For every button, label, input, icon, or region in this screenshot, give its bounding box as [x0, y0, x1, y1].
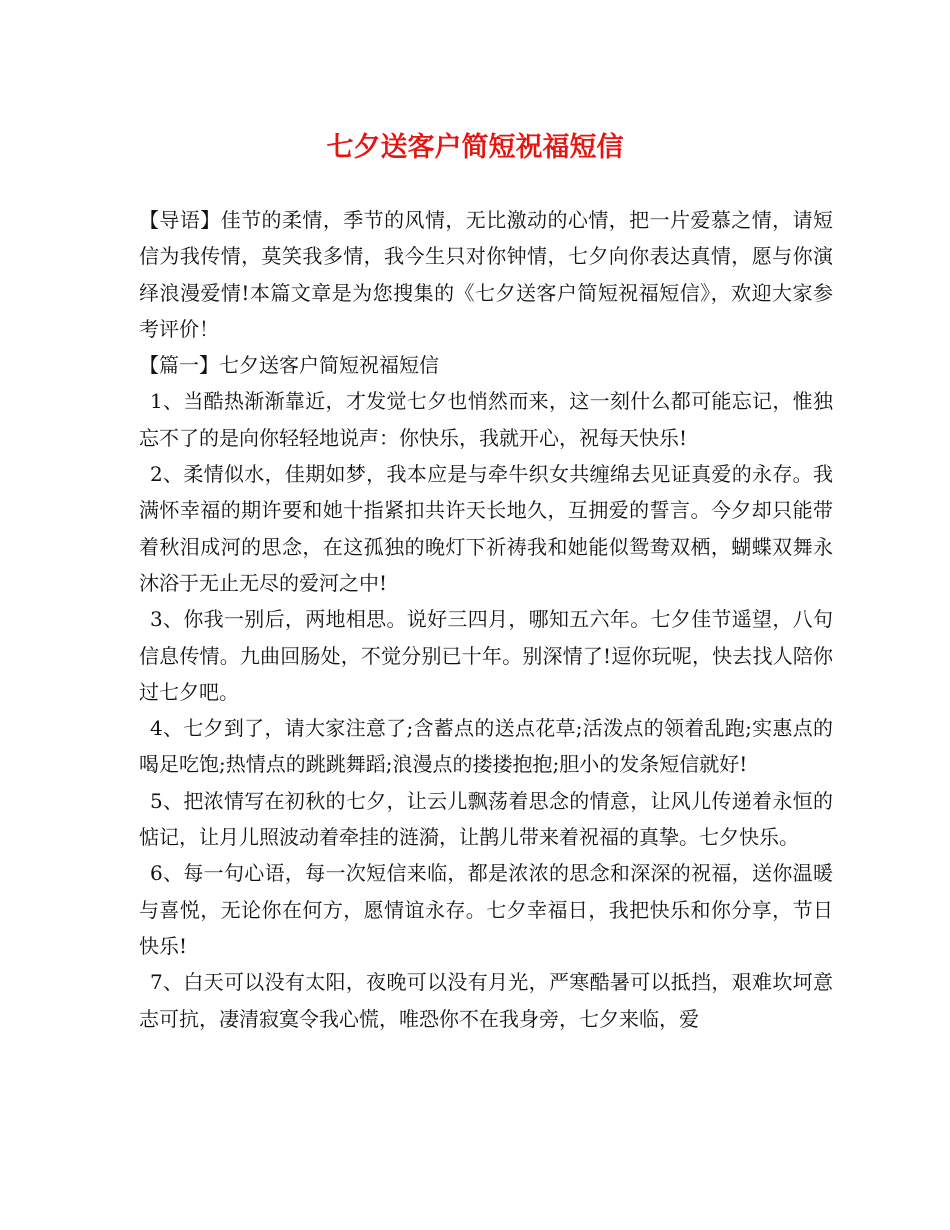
list-item: 1、当酷热渐渐靠近，才发觉七夕也悄然而来，这一刻什么都可能忘记，惟独忘不了的是向你轻轻地说声：你快乐，我就开心，祝每天快乐!: [139, 389, 833, 450]
list-item: 4、七夕到了，请大家注意了;含蓄点的送点花草;活泼点的领着乱跑;实惠点的喝足吃饱;热情点的跳跳舞蹈;浪漫点的搂搂抱抱;胆小的发条短信就好!: [139, 716, 833, 777]
list-item: 6、每一句心语，每一次短信来临，都是浓浓的思念和深深的祝福，送你温暖与喜悦，无论你在何方，愿情谊永存。七夕幸福日，我把快乐和你分享，节日快乐!: [139, 861, 833, 958]
list-item: 7、白天可以没有太阳，夜晚可以没有月光，严寒酷暑可以抵挡，艰难坎坷意志可抗，凄清寂寞令我心慌，唯恐你不在我身旁，七夕来临，爱: [139, 970, 833, 1031]
document-body: [139, 202, 833, 1037]
intro-paragraph: 【导语】佳节的柔情，季节的风情，无比激动的心情，把一片爱慕之情，请短信为我传情，莫笑我多情，我今生只对你钟情，七夕向你表达真情，愿与你演绎浪漫爱情!本篇文章是为您搜集的《七夕送客户简短祝福短信》，欢迎大家参考评价！: [139, 208, 833, 341]
list-item: 3、你我一别后，两地相思。说好三四月，哪知五六年。七夕佳节遥望，八句信息传情。九曲回肠处，不觉分别已十年。别深情了!逗你玩呢，快去找人陪你过七夕吧。: [139, 607, 833, 704]
list-item: 2、柔情似水，佳期如梦，我本应是与牵牛织女共缠绵去见证真爱的永存。我满怀幸福的期许要和她十指紧扣共许天长地久，互拥爱的誓言。今夕却只能带着秋泪成河的思念，在这孤独的晚灯下祈祷我和她能似鸳鸯双栖，蝴蝶双舞永沐浴于无止无尽的爱河之中!: [139, 462, 833, 595]
list-item: 5、把浓情写在初秋的七夕，让云儿飘荡着思念的情意，让风儿传递着永恒的惦记，让月儿照波动着牵挂的涟漪，让鹊儿带来着祝福的真挚。七夕快乐。: [139, 788, 833, 850]
document-title: 七夕送客户简短祝福短信: [326, 132, 624, 163]
section-heading: 【篇一】七夕送客户简短祝福短信: [139, 353, 439, 378]
